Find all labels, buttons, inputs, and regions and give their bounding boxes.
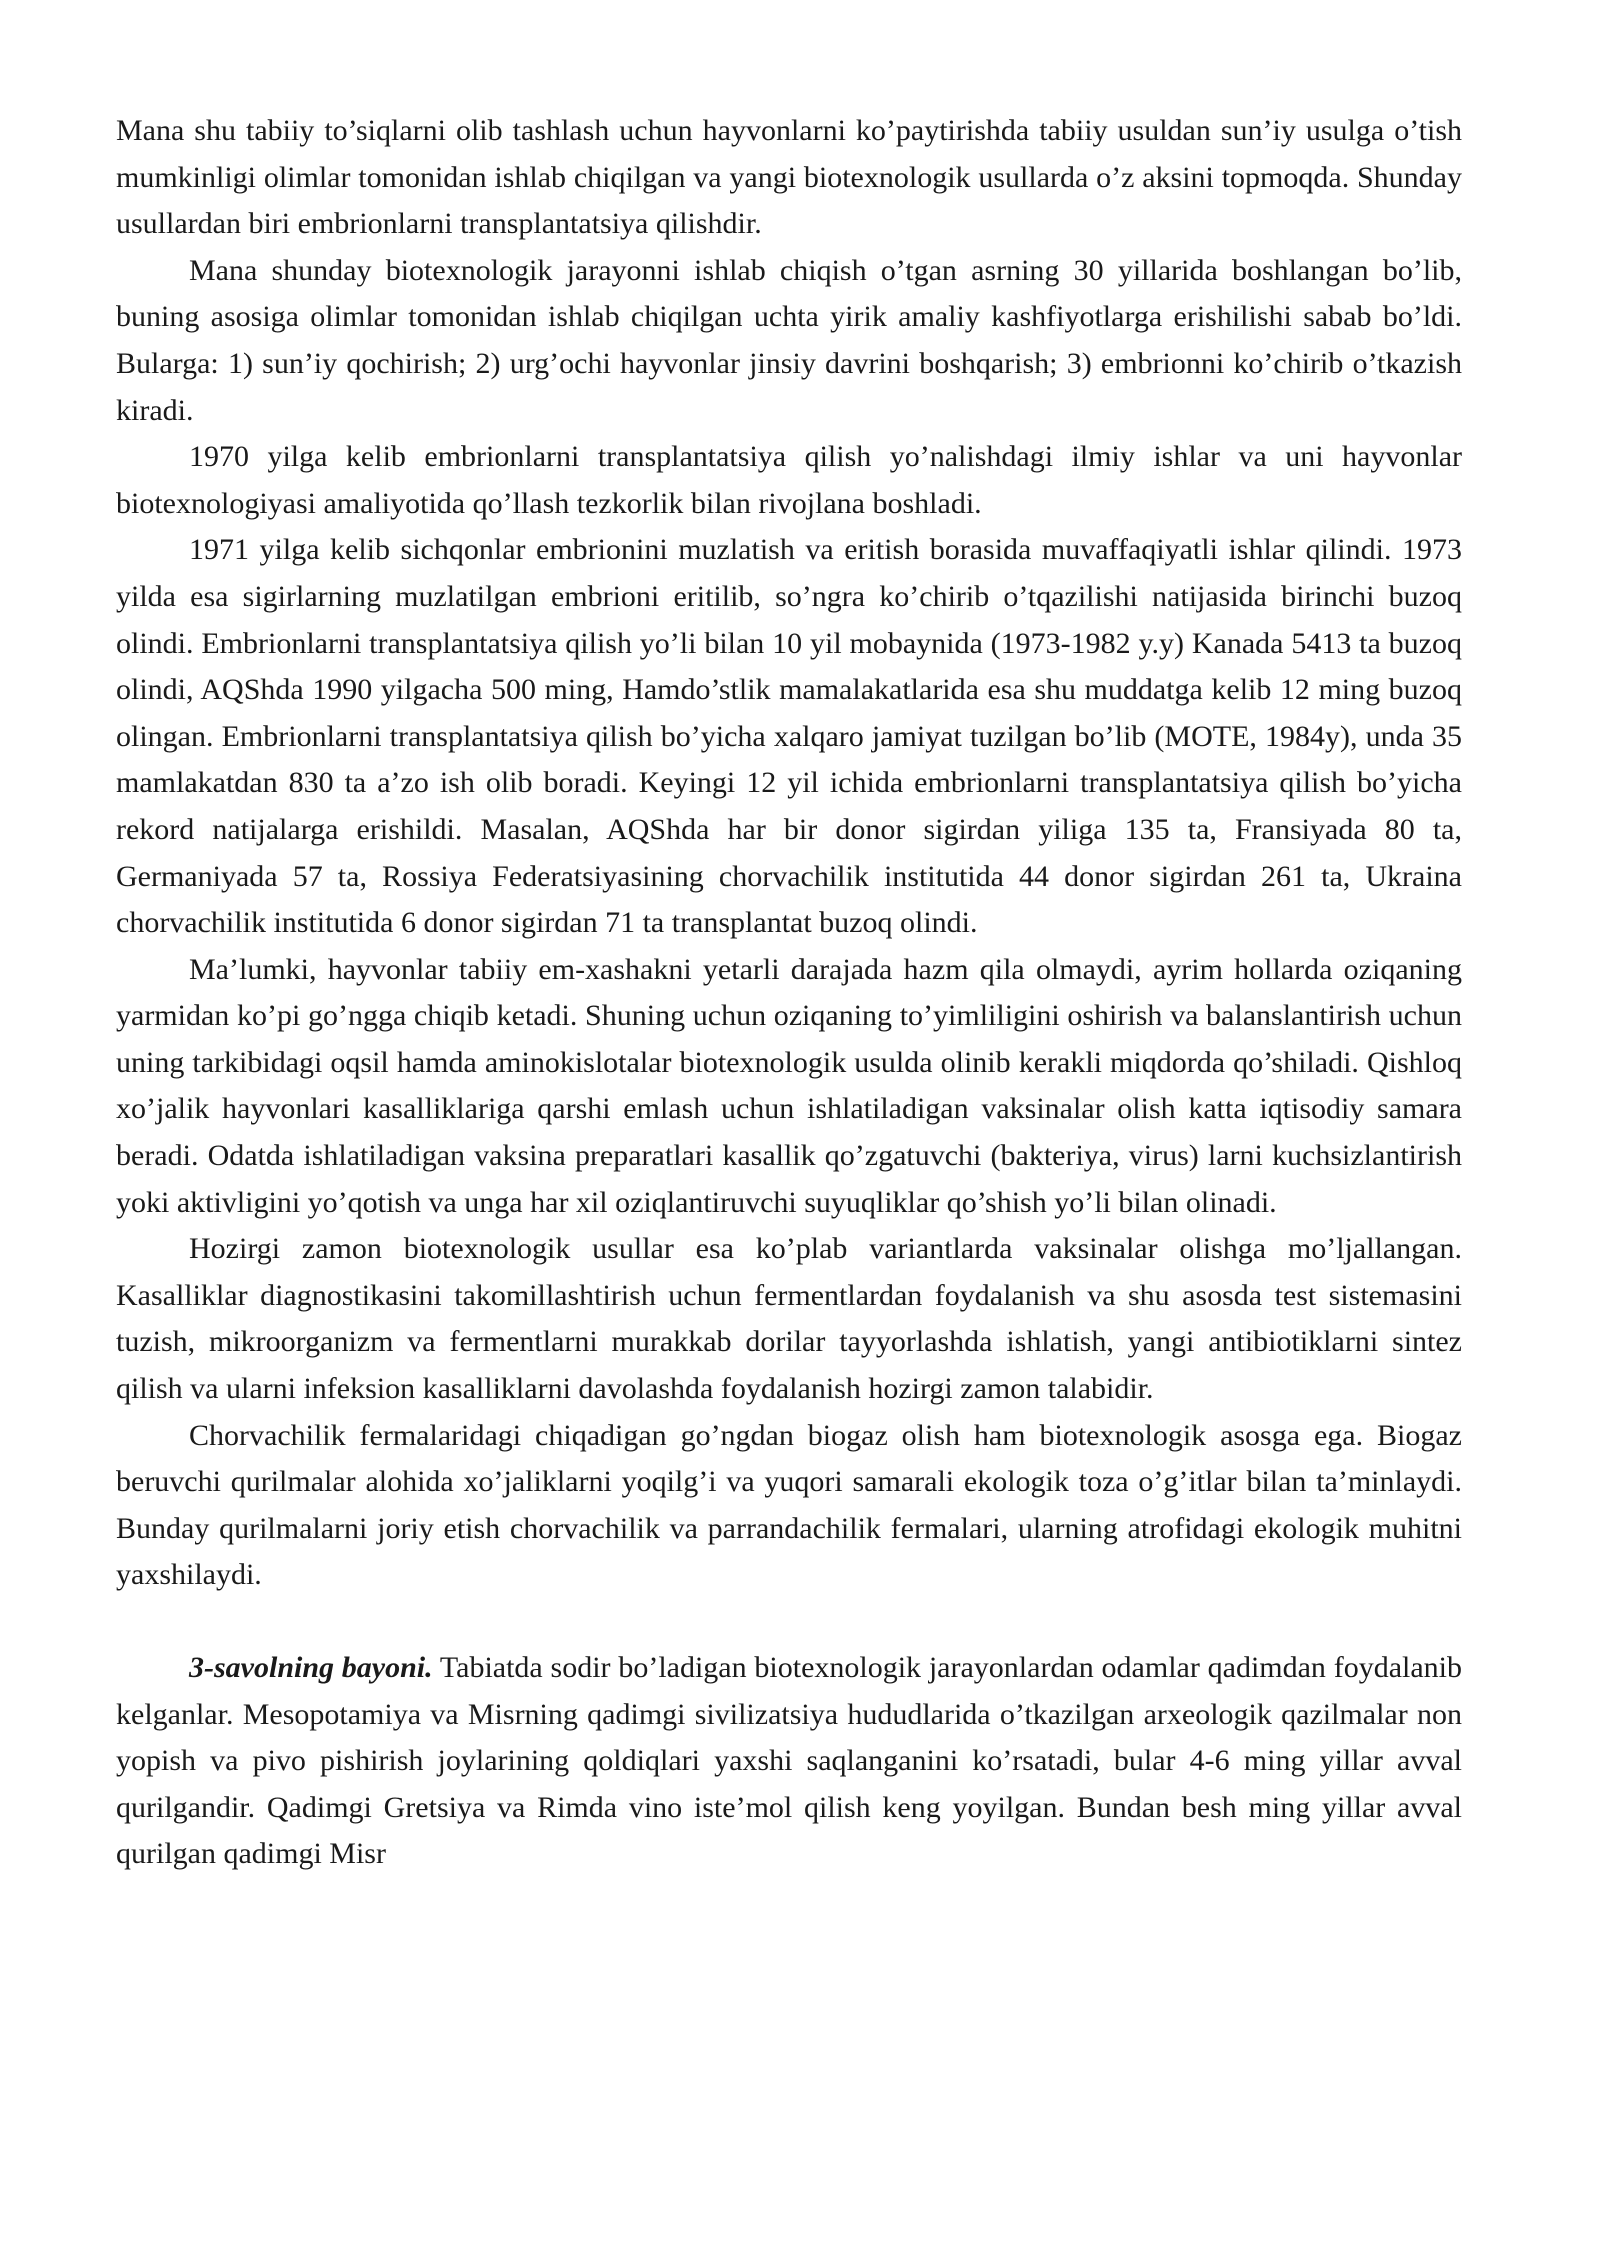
document-page [116,108,1462,1878]
paragraph-1: Mana shu tabiiy to’siqlarni olib tashlash uchun hayvonlarni ko’paytirishda tabiiy usuldan sun’iy usulga o’tish mumkinligi olimlar tomonidan ishlab chiqilgan va yangi biotexnologik usullarda o’z aksini topmoqda. Shunday usullardan biri embrionlarni transplantatsiya qilishdir. [116,114,1462,241]
paragraph-2: Mana shunday biotexnologik jarayonni ishlab chiqish o’tgan asrning 30 yillarida boshlangan bo’lib, buning asosiga olimlar tomonidan ishlab chiqilgan uchta yirik amaliy kashfiyotlarga erishilishi sabab bo’ldi. Bularga: 1) sun’iy qochirish; 2) urg’ochi hayvonlar jinsiy davrini boshqarish; 3) embrionni ko’chirib o’tkazish kiradi. [116,253,1462,427]
paragraph-7: Chorvachilik fermalaridagi chiqadigan go’ngdan biogaz olish ham biotexnologik asosga ega. Biogaz beruvchi qurilmalar alohida xo’jaliklarni yoqilg’i va yuqori samarali ekologik toza o’g’itlar bilan ta’minlaydi. Bunday qurilmalarni joriy etish chorvachilik va parrandachilik fermalari, ularning atrofidagi ekologik muhitni yaxshilaydi. [116,1418,1462,1592]
paragraph-gap [116,1599,1462,1645]
paragraph-4: 1971 yilga kelib sichqonlar embrionini muzlatish va eritish borasida muvaffaqiyatli ishlar qilindi. 1973 yilda esa sigirlarning muzlatilgan embrioni eritilib, so’ngra ko’chirib o’tqazilishi natijasida birinchi buzoq olindi. Embrionlarni transplantatsiya qilish yo’li bilan 10 yil mobaynida (1973-1982 y.y) Kanada 5413 ta buzoq olindi, AQShda 1990 yilgacha 500 ming, Hamdo’stlik mamalakatlarida esa shu muddatga kelib 12 ming buzoq olingan. Embrionlarni transplantatsiya qilish bo’yicha xalqaro jamiyat tuzilgan bo’lib (MOTE, 1984y), unda 35 mamlakatdan 830 ta a’zo ish olib boradi. Keyingi 12 yil ichida embrionlarni transplantatsiya qilish bo’yicha rekord natijalarga erishildi. Masalan, AQShda har bir donor sigirdan yiliga 135 ta, Fransiyada 80 ta, Germaniyada 57 ta, Rossiya Federatsiyasining chorvachilik institutida 44 donor sigirdan 261 ta, Ukraina chorvachilik institutida 6 donor sigirdan 71 ta transplantat buzoq olindi. [116,533,1462,940]
section-paragraph [116,1645,1462,1878]
paragraph-3: 1970 yilga kelib embrionlarni transplantatsiya qilish yo’nalishdagi ilmiy ishlar va uni hayvonlar biotexnologiyasi amaliyotida qo’llash tezkorlik bilan rivojlana boshladi. [116,440,1462,520]
section-text: Tabiatda sodir bo’ladigan biotexnologik jarayonlardan odamlar qadimdan foydalanib kelganlar. Mesopotamiya va Misrning qadimgi sivilizatsiya hududlarida o’tkazilgan arxeologik qazilmalar non yopish va pivo pishirish joylarining qoldiqlari yaxshi saqlanganini ko’rsatadi, bular 4-6 ming yillar avval qurilgandir. Qadimgi Gretsiya va Rimda vino iste’mol qilish keng yoyilgan. Bundan besh ming yillar avval qurilgan qadimgi Misr [116,1651,1463,1871]
section-lead: 3-savolning bayoni. [189,1651,433,1684]
paragraph-6: Hozirgi zamon biotexnologik usullar esa ko’plab variantlarda vaksinalar olishga mo’ljallangan. Kasalliklar diagnostikasini takomillashtirish uchun fermentlardan foydalanish va shu asosda test sistemasini tuzish, mikroorganizm va fermentlarni murakkab dorilar tayyorlashda ishlatish, yangi antibiotiklarni sintez qilish va ularni infeksion kasalliklarni davolashda foydalanish hozirgi zamon talabidir. [116,1232,1462,1406]
paragraph-5: Ma’lumki, hayvonlar tabiiy em-xashakni yetarli darajada hazm qila olmaydi, ayrim hollarda oziqaning yarmidan ko’pi go’ngga chiqib ketadi. Shuning uchun oziqaning to’yimliligini oshirish va balanslantirish uchun uning tarkibidagi oqsil hamda aminokislotalar biotexnologik usulda olinib kerakli miqdorda qo’shiladi. Qishloq xo’jalik hayvonlari kasalliklariga qarshi emlash uchun ishlatiladigan vaksinalar olish katta iqtisodiy samara beradi. Odatda ishlatiladigan vaksina preparatlari kasallik qo’zgatuvchi (bakteriya, virus) larni kuchsizlantirish yoki aktivligini yo’qotish va unga har xil oziqlantiruvchi suyuqliklar qo’shish yo’li bilan olinadi. [116,952,1462,1219]
